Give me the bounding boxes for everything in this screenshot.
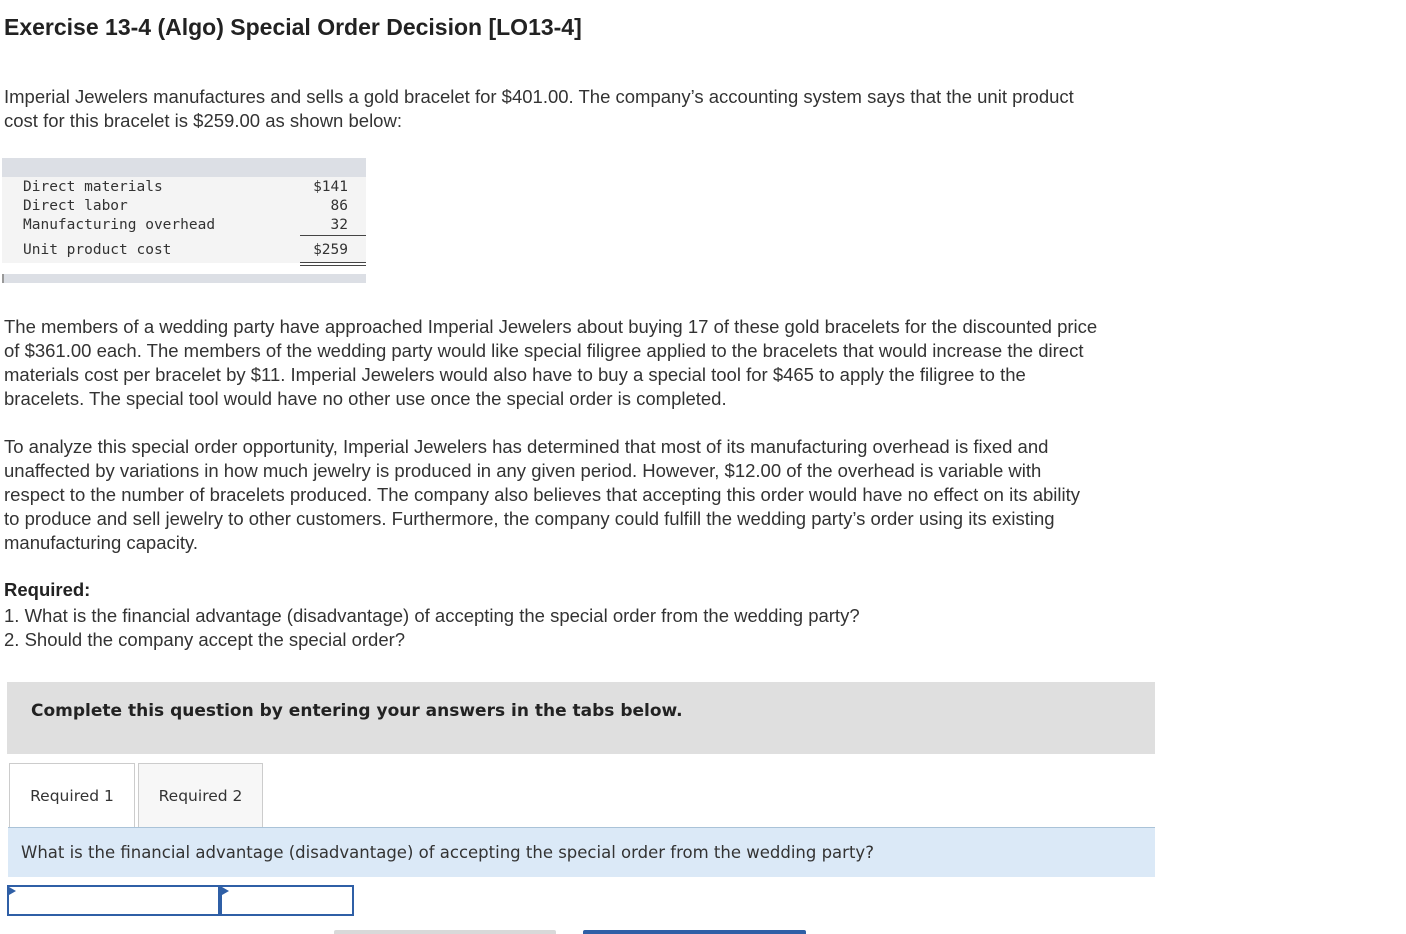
analysis-paragraph (4, 435, 1080, 555)
intro-line-2: cost for this bracelet is $259.00 as shown below: (4, 110, 402, 131)
answer-amount-cell[interactable] (220, 885, 354, 916)
table-row-value: $141 (313, 179, 348, 195)
paragraph-line: to produce and sell jewelry to other customers. Furthermore, the company could fulfill the wedding party’s order using its existing (4, 508, 1055, 529)
required-list (4, 604, 860, 652)
table-row-label: Manufacturing overhead (23, 217, 216, 233)
intro-paragraph (4, 85, 1074, 133)
paragraph-line: unaffected by variations in how much jewelry is produced in any given period. However, $12.00 of the overhead is variable with (4, 460, 1042, 481)
table-total-label: Unit product cost (23, 242, 172, 258)
prev-button[interactable] (334, 930, 556, 934)
total-double-rule-top (300, 262, 366, 263)
next-button[interactable] (583, 930, 806, 934)
paragraph-line: respect to the number of bracelets produced. The company also believes that accepting this order would have no effect on its ability (4, 484, 1081, 505)
question-text: What is the financial advantage (disadvantage) of accepting the special order from the wedding party? (21, 843, 874, 862)
answer-label-cell[interactable] (7, 885, 220, 916)
instruction-banner (7, 682, 1155, 754)
paragraph-line: To analyze this special order opportunity, Imperial Jewelers has determined that most of its manufacturing overhead is fixed and (4, 436, 1049, 457)
required-heading: Required: (4, 579, 91, 600)
instruction-text: Complete this question by entering your answers in the tabs below. (31, 701, 683, 721)
cell-marker-icon (222, 887, 229, 895)
required-item-1: 1. What is the financial advantage (disadvantage) of accepting the special order from the wedding party? (4, 605, 860, 626)
total-double-rule-bottom (300, 265, 366, 266)
table-footer-bar (2, 274, 366, 283)
paragraph-line: of $361.00 each. The members of the wedding party would like special filigree applied to the bracelets that would increase the direct (4, 340, 1084, 361)
table-row-value: 86 (330, 198, 348, 214)
answer-label-input[interactable] (9, 887, 218, 914)
intro-line-1: Imperial Jewelers manufactures and sells a gold bracelet for $401.00. The company’s accounting system says that the unit product (4, 86, 1074, 107)
answer-amount-input[interactable] (222, 887, 352, 914)
subtotal-rule (300, 235, 366, 236)
question-banner (8, 828, 1155, 877)
table-header-bar (2, 158, 366, 177)
required-item-2: 2. Should the company accept the special order? (4, 629, 406, 650)
tab-label: Required 2 (158, 786, 243, 805)
tab-required-1[interactable] (9, 763, 135, 827)
table-row-value: 32 (330, 217, 348, 233)
tab-label: Required 1 (30, 786, 114, 805)
order-description-paragraph (4, 315, 1097, 411)
tab-required-2[interactable] (138, 763, 263, 827)
table-row-label: Direct materials (23, 179, 163, 195)
paragraph-line: The members of a wedding party have approached Imperial Jewelers about buying 17 of these gold bracelets for the discounted price (4, 316, 1098, 337)
paragraph-line: bracelets. The special tool would have no other use once the special order is completed. (4, 388, 727, 409)
answer-row (7, 885, 354, 916)
unit-cost-table (2, 158, 366, 283)
paragraph-line: manufacturing capacity. (4, 532, 199, 553)
cell-marker-icon (9, 887, 16, 895)
page-title: Exercise 13-4 (Algo) Special Order Decision [LO13-4] (4, 14, 582, 40)
paragraph-line: materials cost per bracelet by $11. Imperial Jewelers would also have to buy a special tool for $465 to apply the filigree to the (4, 364, 1026, 385)
table-row-label: Direct labor (23, 198, 128, 214)
table-total-value: $259 (313, 242, 348, 258)
